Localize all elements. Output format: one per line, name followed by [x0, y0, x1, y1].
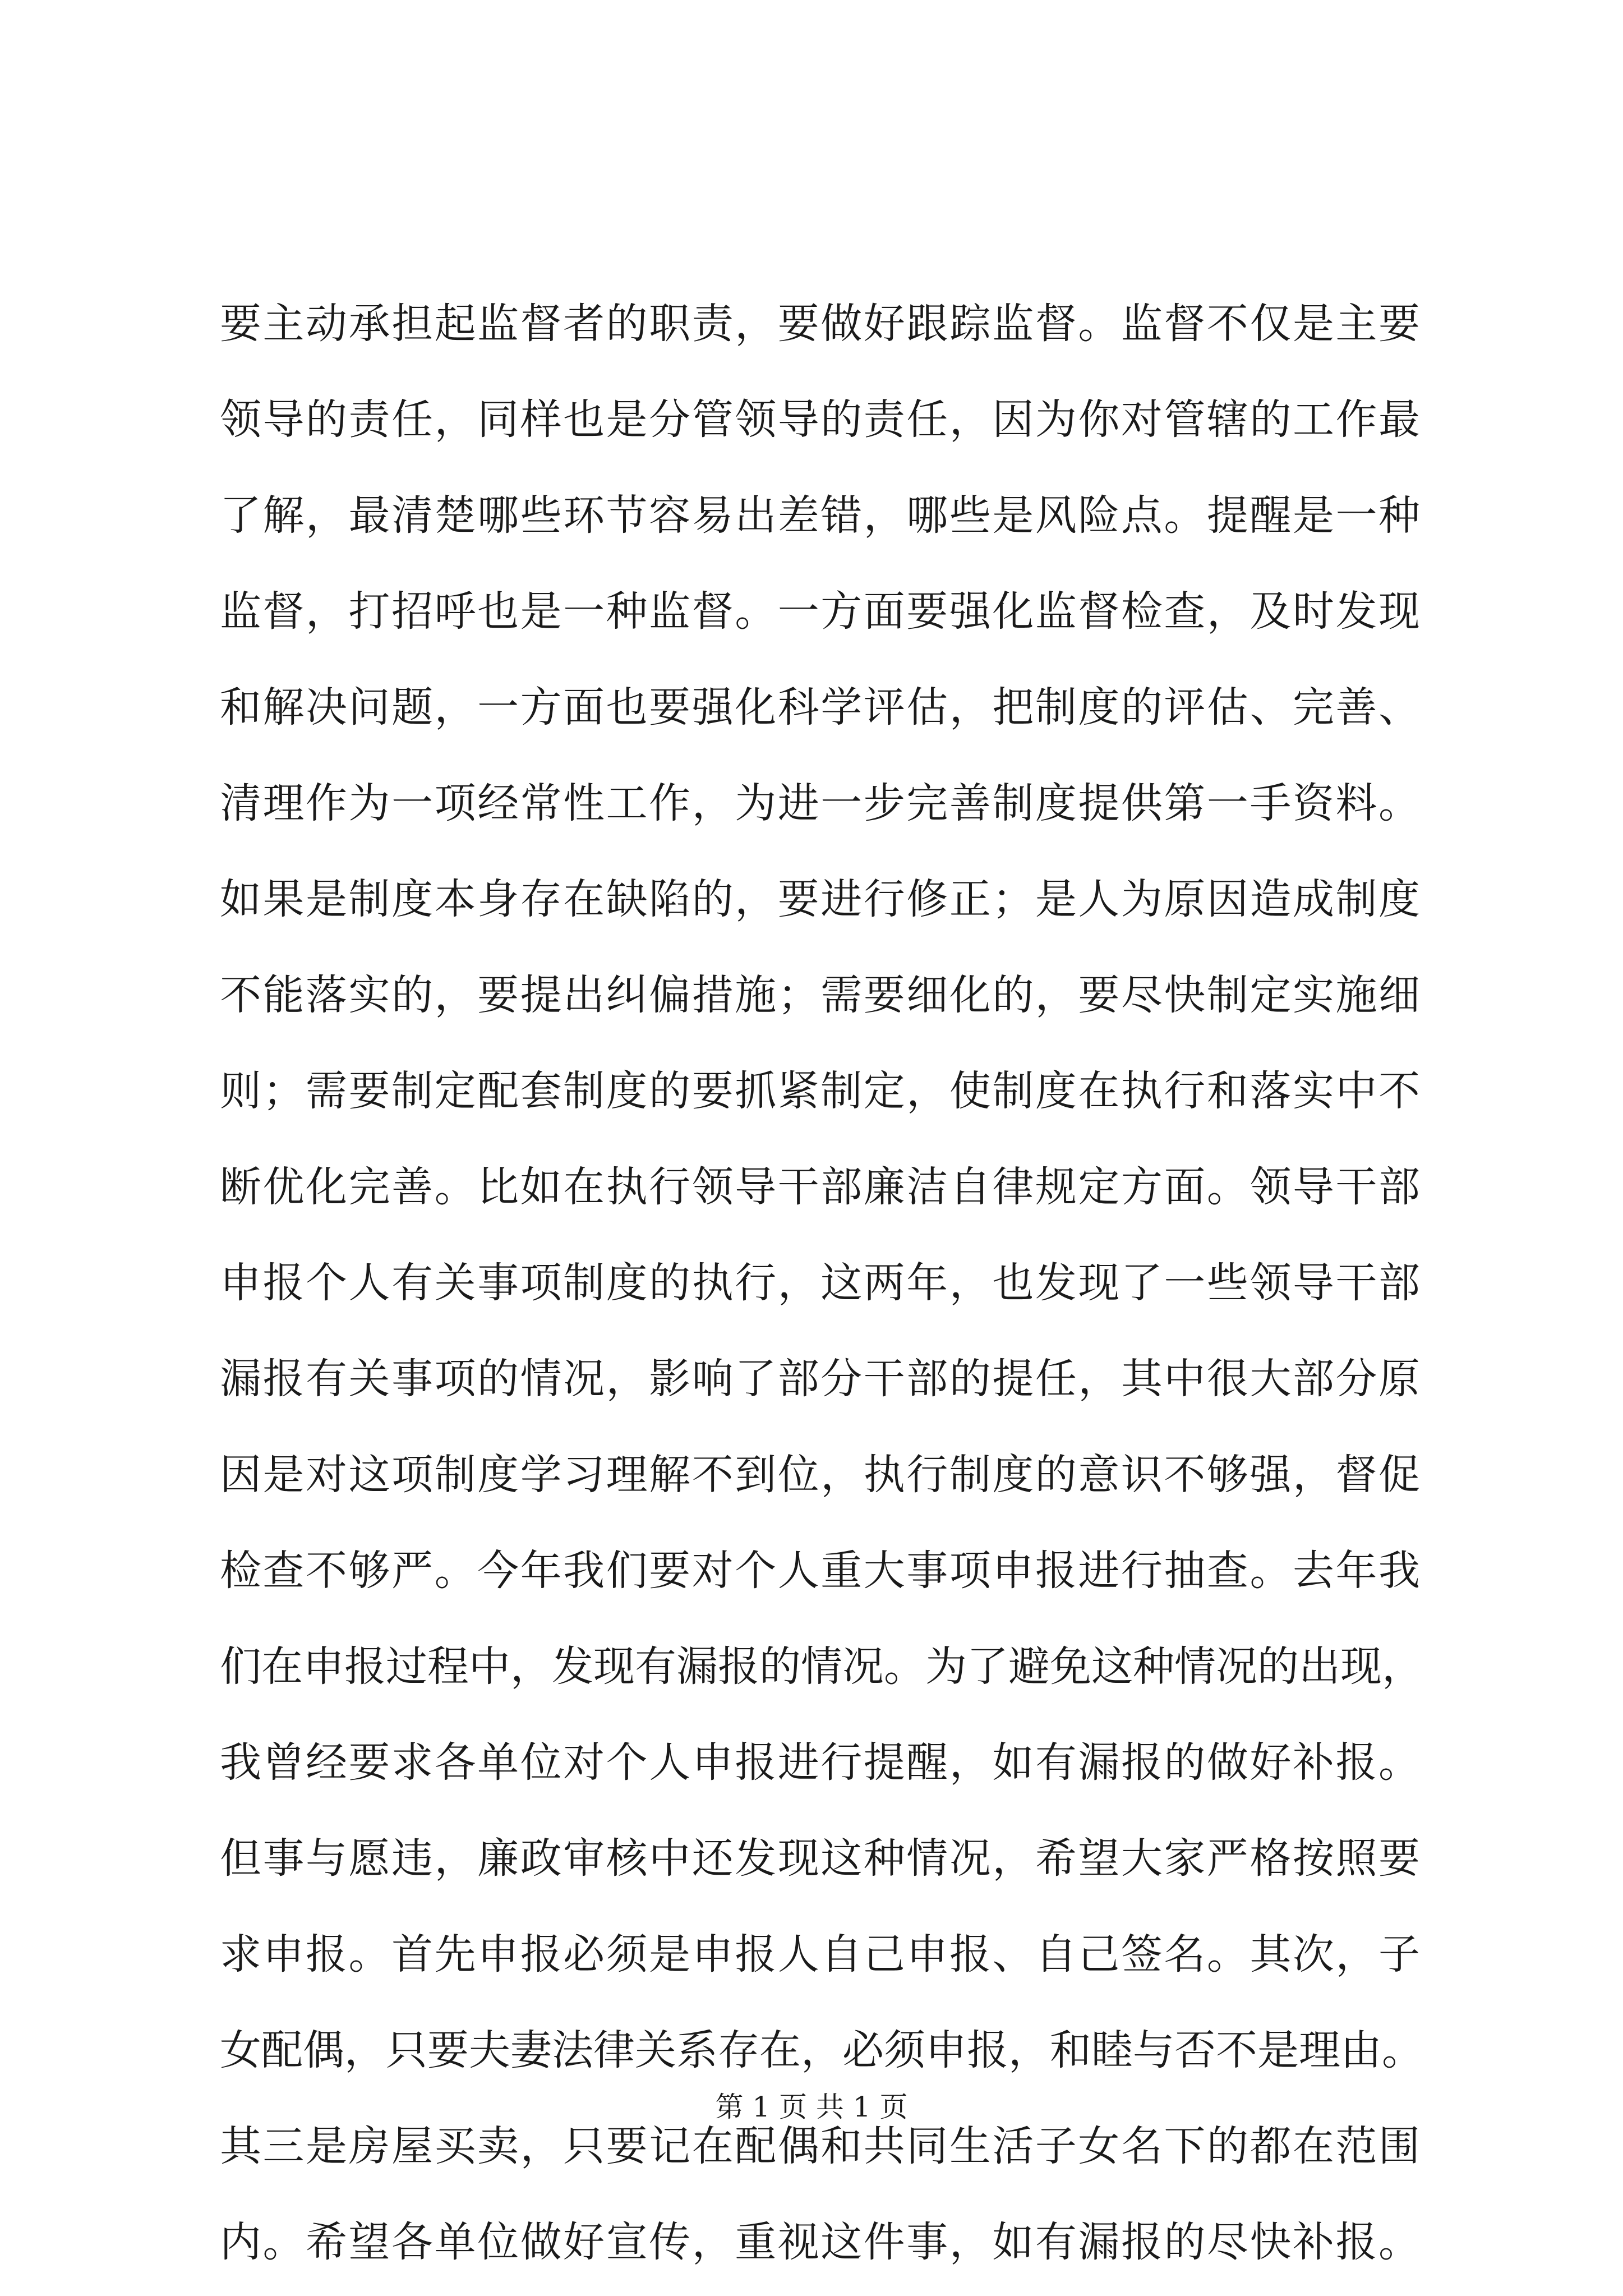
text-line: 但事与愿违，廉政审核中还发现这种情况，希望大家严格按照要 [220, 1834, 1420, 1883]
text-line: 清理作为一项经常性工作，为进一步完善制度提供第一手资料。 [220, 779, 1420, 827]
text-line: 和解决问题，一方面也要强化科学评估，把制度的评估、完善、 [220, 683, 1420, 731]
text-line: 了解，最清楚哪些环节容易出差错，哪些是风险点。提醒是一种 [220, 491, 1420, 540]
body-paragraph [220, 276, 1423, 2290]
text-line: 内。希望各单位做好宣传，重视这件事，如有漏报的尽快补报。 [220, 2218, 1420, 2266]
text-line: 不能落实的，要提出纠偏措施；需要细化的，要尽快制定实施细 [220, 971, 1420, 1019]
text-line: 求申报。首先申报必须是申报人自己申报、自己签名。其次，子 [220, 1930, 1420, 1978]
text-line: 如果是制度本身存在缺陷的，要进行修正；是人为原因造成制度 [220, 875, 1420, 923]
text-line: 要主动承担起监督者的职责，要做好跟踪监督。监督不仅是主要 [220, 300, 1420, 348]
text-line: 漏报有关事项的情况，影响了部分干部的提任，其中很大部分原 [220, 1355, 1420, 1403]
text-line: 们在申报过程中，发现有漏报的情况。为了避免这种情况的出现， [220, 1642, 1423, 1691]
text-line: 则；需要制定配套制度的要抓紧制定，使制度在执行和落实中不 [220, 1067, 1420, 1115]
text-line: 申报个人有关事项制度的执行，这两年，也发现了一些领导干部 [220, 1259, 1420, 1307]
text-line: 女配偶，只要夫妻法律关系存在，必须申报，和睦与否不是理由。 [220, 2026, 1423, 2074]
text-line: 断优化完善。比如在执行领导干部廉洁自律规定方面。领导干部 [220, 1163, 1420, 1211]
text-line: 监督，打招呼也是一种监督。一方面要强化监督检查，及时发现 [220, 587, 1420, 636]
text-line: 检查不够严。今年我们要对个人重大事项申报进行抽查。去年我 [220, 1547, 1420, 1595]
text-line: 领导的责任，同样也是分管领导的责任，因为你对管辖的工作最 [220, 395, 1420, 444]
text-line: 因是对这项制度学习理解不到位，执行制度的意识不够强，督促 [220, 1451, 1420, 1499]
text-line: 其三是房屋买卖，只要记在配偶和共同生活子女名下的都在范围 [220, 2122, 1420, 2170]
page-number-footer: 第 1 页 共 1 页 [715, 2091, 908, 2123]
text-line: 我曾经要求各单位对个人申报进行提醒，如有漏报的做好补报。 [220, 1738, 1420, 1787]
